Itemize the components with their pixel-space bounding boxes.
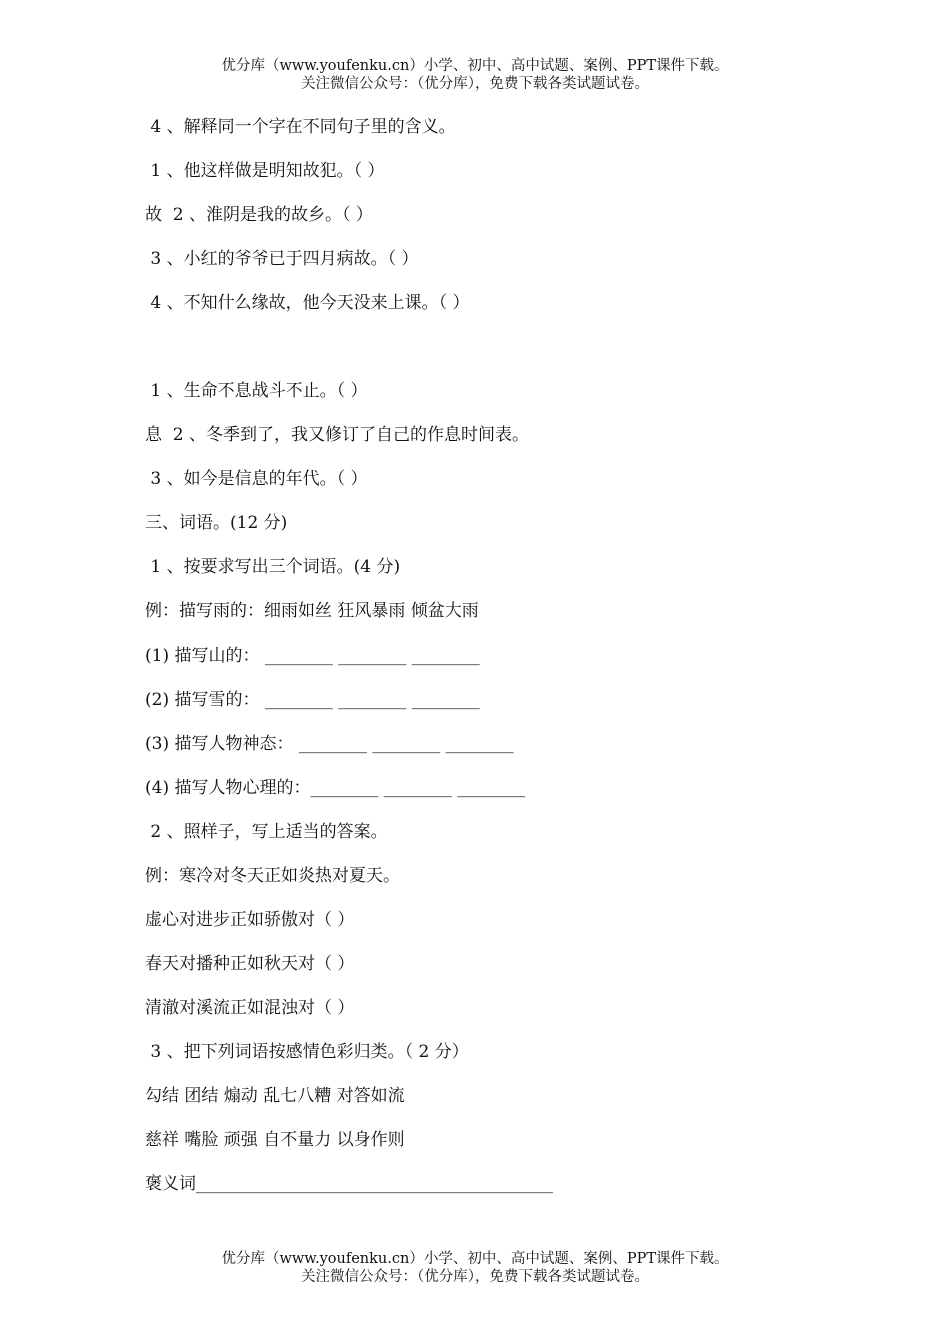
task-2-item-3: 清澈对溪流正如混浊对（ ） bbox=[145, 998, 355, 1018]
gu-sentence-1: 1 、他这样做是明知故犯。（ ） bbox=[145, 161, 385, 181]
task-3-words-2: 慈祥 嘴脸 顽强 自不量力 以身作则 bbox=[145, 1130, 405, 1150]
section-3-title: 三、词语。(12 分) bbox=[145, 513, 288, 533]
xi-sentence-3: 3 、如今是信息的年代。（ ） bbox=[145, 469, 368, 489]
footer-line-2: 关注微信公众号：（优分库），免费下载各类试题试卷。 bbox=[301, 1269, 649, 1285]
task-1-heading: 1 、按要求写出三个词语。(4 分) bbox=[145, 557, 401, 577]
xi-sentence-2: 息 2 、冬季到了，我又修订了自己的作息时间表。 bbox=[145, 425, 530, 445]
task-2-heading: 2 、照样子，写上适当的答案。 bbox=[145, 822, 388, 842]
gu-sentence-4: 4 、不知什么缘故，他今天没来上课。（ ） bbox=[145, 293, 470, 313]
task-2-item-1: 虚心对进步正如骄傲对（ ） bbox=[145, 910, 355, 930]
task-1-item-1: (1) 描写山的： ________ ________ ________ bbox=[145, 646, 480, 666]
header-line-2: 关注微信公众号：（优分库），免费下载各类试题试卷。 bbox=[301, 76, 649, 92]
xi-sentence-1: 1 、生命不息战斗不止。（ ） bbox=[145, 381, 368, 401]
task-1-item-3: (3) 描写人物神态： ________ ________ ________ bbox=[145, 734, 514, 754]
task-2-example: 例：寒冷对冬天正如炎热对夏天。 bbox=[145, 866, 400, 886]
question-4-heading: 4 、解释同一个字在不同句子里的含义。 bbox=[145, 117, 456, 137]
gu-sentence-2: 故 2 、淮阴是我的故乡。（ ） bbox=[145, 205, 373, 225]
task-3-heading: 3 、把下列词语按感情色彩归类。（ 2 分） bbox=[145, 1042, 469, 1062]
task-1-item-2: (2) 描写雪的： ________ ________ ________ bbox=[145, 690, 480, 710]
footer-line-1: 优分库（www.youfenku.cn）小学、初中、高中试题、案例、PPT课件下载。 bbox=[221, 1251, 729, 1267]
header-line-1: 优分库（www.youfenku.cn）小学、初中、高中试题、案例、PPT课件下载。 bbox=[221, 58, 729, 74]
task-1-example: 例：描写雨的：细雨如丝 狂风暴雨 倾盆大雨 bbox=[145, 601, 479, 621]
page-footer bbox=[0, 1250, 950, 1286]
task-3-answer-commendatory: 褒义词__________________________________________ bbox=[145, 1174, 553, 1194]
task-3-words-1: 勾结 团结 煽动 乱七八糟 对答如流 bbox=[145, 1086, 405, 1106]
task-1-item-4: (4) 描写人物心理的：________ ________ ________ bbox=[145, 778, 526, 798]
task-2-item-2: 春天对播种正如秋天对（ ） bbox=[145, 954, 355, 974]
page-header bbox=[0, 57, 950, 93]
gu-sentence-3: 3 、小红的爷爷已于四月病故。（ ） bbox=[145, 249, 419, 269]
